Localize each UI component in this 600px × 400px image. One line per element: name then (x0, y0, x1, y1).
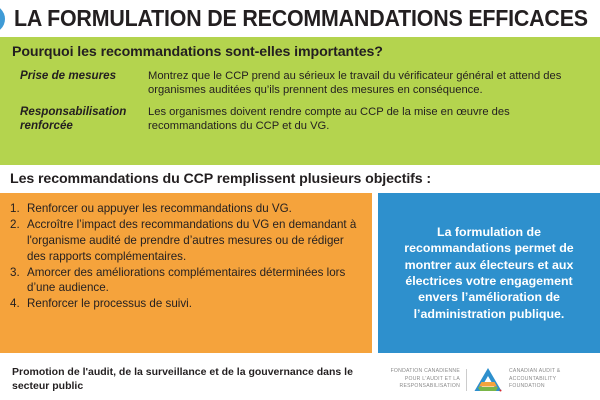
definition-term: Prise de mesures (20, 69, 117, 83)
why-recommendations-section (0, 37, 600, 165)
list-item-number: 2. (10, 217, 20, 231)
list-item-text: Amorcer des améliorations complémentaires déterminées lors d’une audience. (27, 265, 346, 295)
list-item-number: 4. (10, 297, 20, 311)
list-item (10, 296, 362, 312)
green-section-heading: Pourquoi les recommandations sont-elles importantes? (12, 44, 383, 60)
document-thumbsup-icon (0, 5, 5, 33)
objectives-list (10, 201, 362, 312)
definition-description: Montrez que le CCP prend au sérieux le travail du vérificateur général et attend des organismes auditées qu’ils prennent des mesures en conséquence. (148, 70, 562, 97)
definition-row-prise-de-mesures (12, 69, 588, 97)
list-item-text: Renforcer le processus de suivi. (27, 297, 192, 311)
list-item-text: Renforcer ou appuyer les recommandations du VG. (27, 202, 292, 215)
organization-logo (386, 367, 600, 393)
footer-inner (0, 359, 600, 400)
logo-text-french: FONDATION CANADIENNE POUR L'AUDIT ET LA RESPONSABILISATION (390, 368, 460, 390)
definition-row-responsabilisation-renforcee (12, 105, 588, 133)
callout-panel (378, 193, 600, 353)
page-title: LA FORMULATION DE RECOMMANDATIONS EFFICACES (13, 5, 588, 31)
logo-text-english: CANADIAN AUDIT & ACCOUNTABILITY FOUNDATION (509, 368, 561, 390)
definition-term: Responsabilisation renforcée (20, 105, 127, 133)
objectives-heading: Les recommandations du CCP remplissent plusieurs objectifs : (10, 170, 432, 187)
list-item-number: 1. (10, 202, 20, 215)
logo-divider (466, 369, 467, 391)
list-item (10, 201, 362, 217)
definition-description: Les organismes doivent rendre compte au CCP de la mise en œuvre des recommandations du CCP et du VG. (148, 106, 510, 133)
caaf-triangle-logo-icon (473, 367, 503, 393)
list-item (10, 265, 362, 297)
objectives-list-panel (0, 193, 372, 353)
list-item (10, 217, 362, 265)
callout-text: La formulation de recommandations permet de montrer aux électeurs et aux électrices votre engagement envers l’amélioration de l’administration publique. (404, 224, 574, 321)
list-item-text: Accroître l’impact des recommandations du VG en demandant à l'organisme audité de prendre d’autres mesures ou de rédiger des rapports complémentaires. (27, 217, 357, 263)
footer-tagline: Promotion de l'audit, de la surveillance et de la gouvernance dans le secteur public (12, 366, 353, 392)
footer (0, 353, 600, 400)
list-item-number: 3. (10, 265, 20, 279)
header (0, 0, 600, 37)
objectives-heading-band (0, 165, 600, 193)
